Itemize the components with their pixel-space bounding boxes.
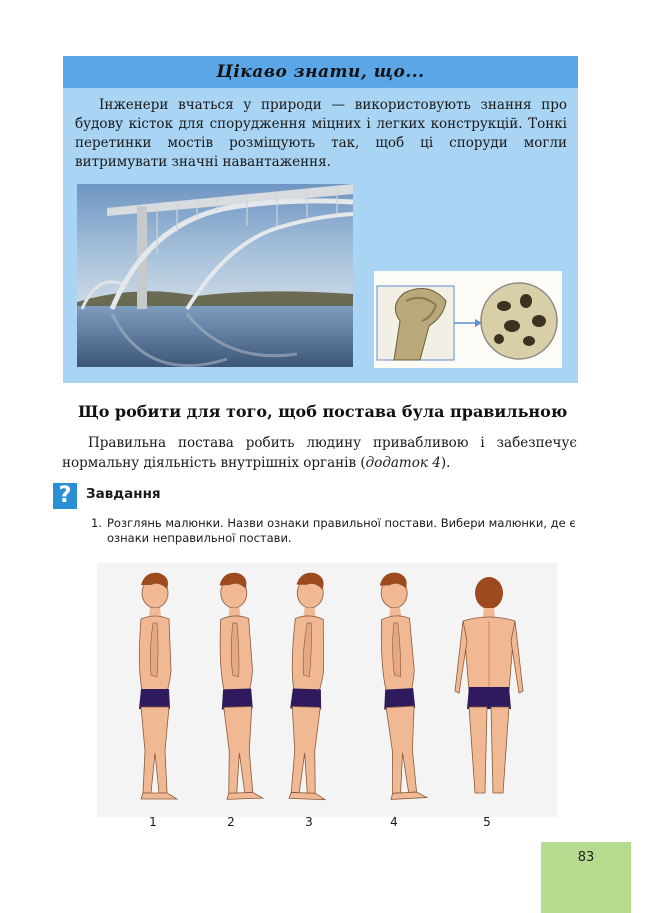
info-box <box>63 56 578 383</box>
posture-figure-1 <box>139 573 177 799</box>
figure-label-5: 5 <box>483 815 491 829</box>
figure-label-1: 1 <box>149 815 157 829</box>
figure-label-4: 4 <box>390 815 398 829</box>
task-heading: Завдання <box>86 486 161 502</box>
section-heading: Що робити для того, щоб постава була правильною <box>78 402 568 421</box>
task-item <box>91 516 581 546</box>
section-paragraph <box>62 433 577 473</box>
question-icon: ? <box>53 483 77 509</box>
paragraph-reference: додаток 4 <box>365 455 441 471</box>
posture-figure-3 <box>287 572 333 799</box>
posture-figure-5 <box>455 577 523 793</box>
task-item-text: Розглянь малюнки. Назви ознаки правильної постави. Вибери малюнки, де є ознаки неправильної постави. <box>107 516 576 545</box>
page-number-box <box>541 842 631 913</box>
posture-figure-4 <box>377 572 427 800</box>
posture-figures <box>97 563 557 817</box>
paragraph-main: Правильна постава робить людину привабливою і забезпечує нормальну діяльність внутрішніх органів ( <box>62 435 577 471</box>
paragraph-end: ). <box>440 455 451 471</box>
bone-structure-illustration <box>374 271 562 368</box>
figure-label-2: 2 <box>227 815 235 829</box>
page-number: 83 <box>577 850 595 865</box>
bridge-photo <box>77 184 353 367</box>
info-box-title: Цікаво знати, що... <box>63 56 578 88</box>
figure-label-3: 3 <box>305 815 313 829</box>
task-item-number: 1. <box>91 516 102 530</box>
posture-figure-2 <box>217 572 263 799</box>
info-box-text: Інженери вчаться у природи — використовують знання про будову кісток для спорудження міцних і легких конструкцій. Тонкі перетинки мостів розміщують так, щоб ці споруди могли витримувати значні навантаження. <box>75 97 567 170</box>
